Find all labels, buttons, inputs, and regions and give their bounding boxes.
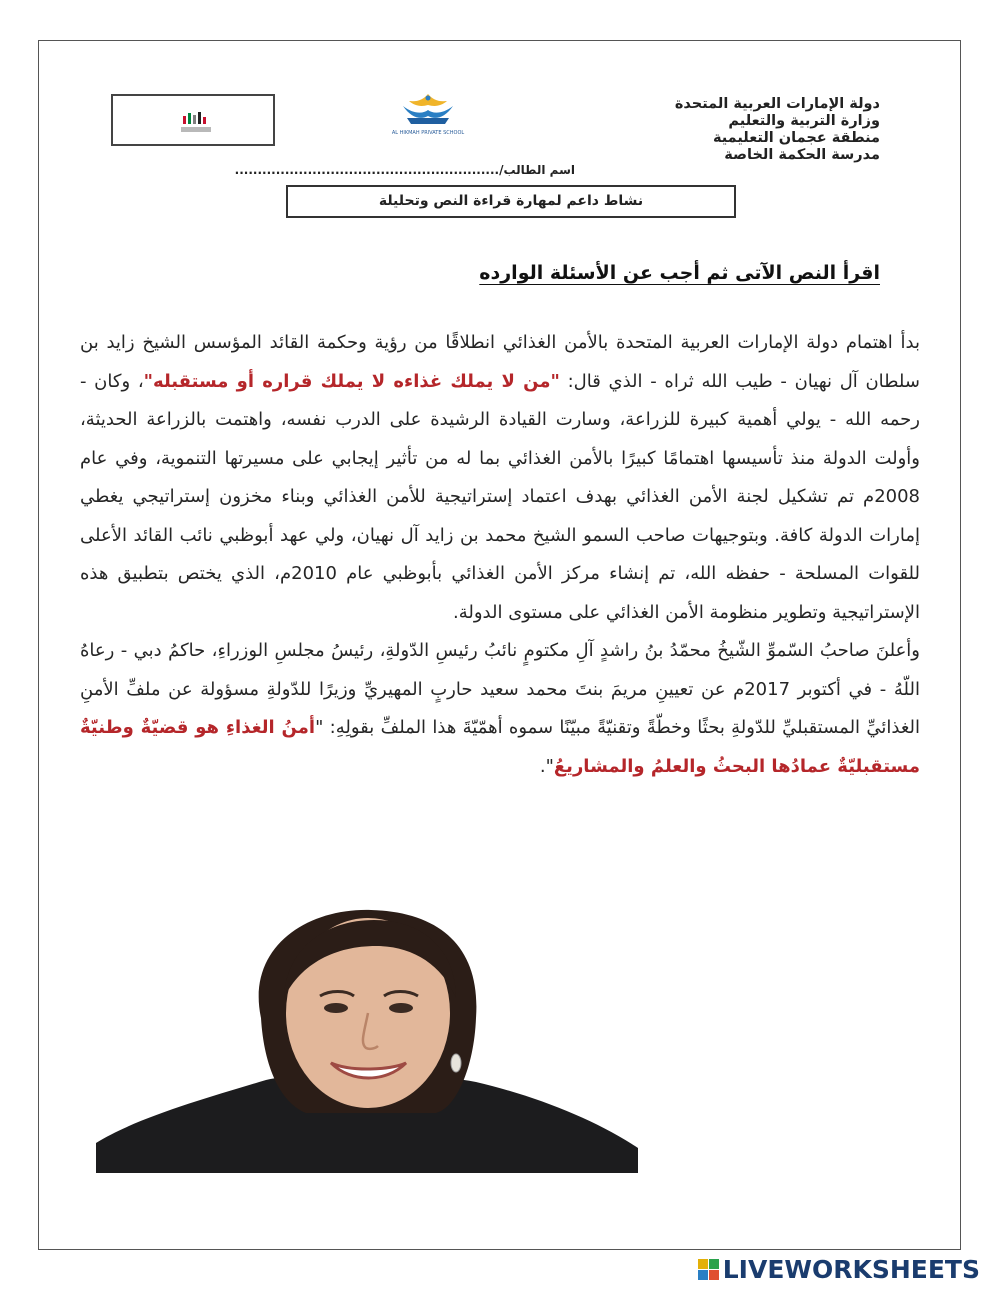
passage-paragraph-2 bbox=[80, 632, 920, 786]
org-line-region: منطقة عجمان التعليمية bbox=[712, 130, 880, 146]
activity-title: نشاط داعم لمهارة قراءة النص وتحليلة bbox=[286, 185, 736, 218]
passage-paragraph-1 bbox=[80, 324, 920, 632]
org-line-ministry: وزارة التربية والتعليم bbox=[728, 113, 880, 129]
liveworksheets-logo bbox=[698, 1255, 980, 1284]
p2-text-start: وأعلنَ صاحبُ السّموِّ الشّيخُ محمّدُ بنُ راشدٍ آلِ مكتومٍ نائبُ رئيسِ الدّولةِ، رئيسُ مجلسِ الوزراءِ، حاكمُ دبي - رعاهُ اللّهُ - في أكتوبر 2017م عن تعيينِ مريمَ بنتَ محمد سعيد حاربٍ المهيريِّ وزيرًا للدّولةِ مسؤولة عن ملفِّ الأمنِ الغذائيِّ المستقبليِّ للدّولةِ بحثًا وخطّةً وتقنيّةً مبيّنًا سموه أهمّيّةَ هذا الملفِّ بقولِهِ: " bbox=[80, 640, 921, 738]
zayed-quote: "من لا يملك غذاءه لا يملك قراره أو مستقبله" bbox=[143, 370, 560, 392]
uae-government-logo bbox=[183, 110, 207, 132]
school-logo-text: AL HIKMAH PRIVATE SCHOOL bbox=[391, 130, 465, 136]
organization-header bbox=[675, 96, 880, 164]
ministry-logo-box bbox=[111, 94, 275, 146]
org-line-school: مدرسة الحكمة الخاصة bbox=[724, 147, 880, 163]
reading-passage bbox=[80, 324, 920, 786]
minister-portrait bbox=[96, 908, 638, 1173]
p1-text-start: بدأ اهتمام دولة الإمارات العربية المتحدة بالأمن الغذائي انطلاقًا من رؤية وحكمة القائد المؤسس الشيخ زايد بن سلطان آل نهيان - طيب الله ثراه - الذي قال: bbox=[80, 332, 920, 392]
student-name-label: اسم الطالب/ bbox=[499, 163, 575, 177]
liveworksheets-icon bbox=[698, 1259, 719, 1280]
school-logo bbox=[383, 92, 473, 142]
p1-text-end: ، وكان - رحمه الله - يولي أهمية كبيرة للزراعة، وسارت القيادة الرشيدة على الدرب نفسه، واهتمت بالزراعة الحديثة، وأولت الدولة منذ تأسيسها اهتمامًا كبيرًا بالأمن الغذائي بما له من تأثير إيجابي على مسيرتها التنموية، وفي عام 2008م تم تشكيل لجنة الأمن الغذائي بهدف اعتماد إستراتيجية للأمن الغذائي وبناء مخزون إستراتيجي يغطي إمارات الدولة كافة. وبتوجيهات صاحب السمو الشيخ محمد بن زايد آل نهيان، ولي عهد أبوظبي نائب القائد الأعلى للقوات المسلحة - حفظه الله، تم إنشاء مركز الأمن الغذائي بأبوظبي عام 2010م، الذي يختص بتطبيق هذه الإستراتيجية وتطوير منظومة الأمن الغذائي على مستوى الدولة. bbox=[80, 370, 920, 623]
liveworksheets-brand: LIVEWORKSHEETS bbox=[722, 1255, 980, 1284]
reading-instruction: اقرأ النص الآتى ثم أجب عن الأسئلة الوارده bbox=[479, 262, 880, 284]
student-name-dotted-line: .......................................................... bbox=[234, 163, 500, 177]
p2-text-end: ". bbox=[539, 755, 554, 777]
mohammed-quote: أمنُ الغذاءِ هو قضيّةٌ وطنيّةٌ مستقبليّةٌ عمادُها البحثُ والعلمُ والمشاريعُ bbox=[80, 717, 920, 777]
student-name-row bbox=[205, 163, 575, 177]
org-line-country: دولة الإمارات العربية المتحدة bbox=[674, 96, 880, 112]
